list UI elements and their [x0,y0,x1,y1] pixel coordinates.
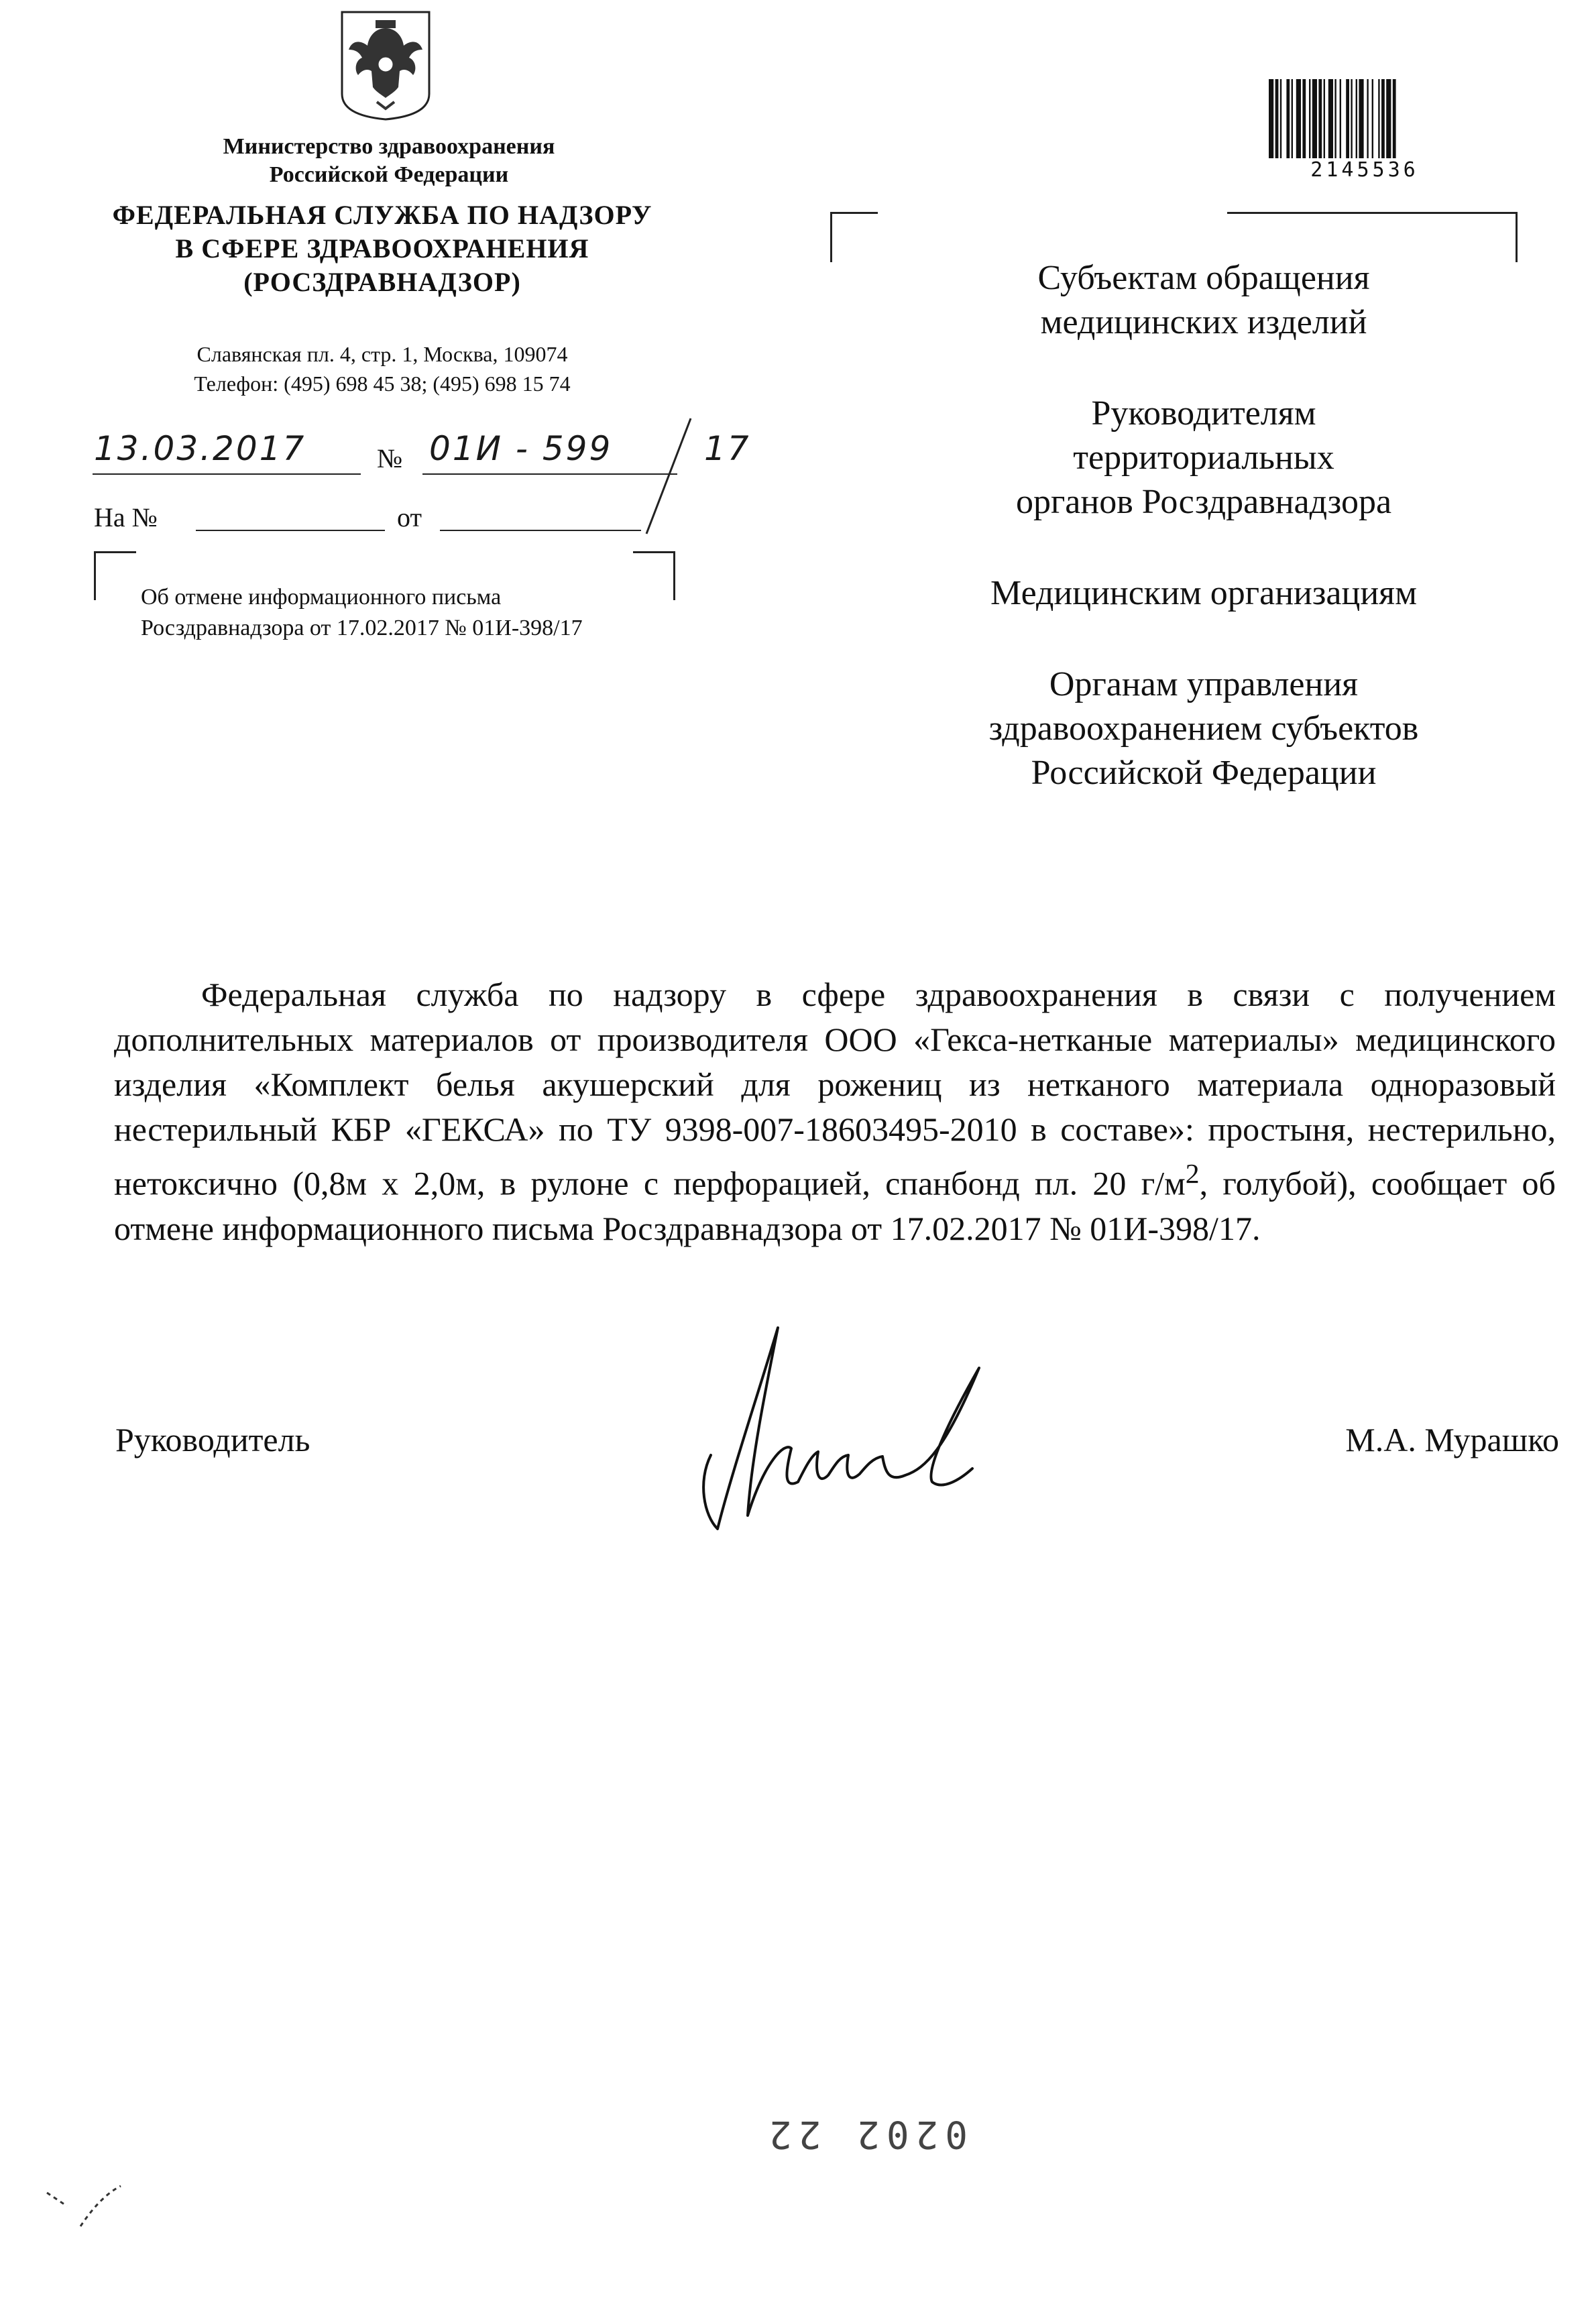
ministry-header [121,133,657,189]
addressee-line: территориальных [1073,439,1334,477]
number-sign: № [377,443,403,473]
addressee-line: Органам управления [1049,665,1359,703]
subject-bracket-left [94,551,136,600]
barcode-bar [1340,79,1341,158]
barcode-bar [1296,79,1301,158]
signatory-name: М.А. Мурашко [1345,1421,1559,1458]
service-line: ФЕДЕРАЛЬНАЯ СЛУЖБА ПО НАДЗОРУ [112,200,652,230]
barcode-bar [1351,79,1352,158]
barcode-bar [1359,79,1363,158]
subject-line: Росздравнадзора от 17.02.2017 № 01И-398/17 [141,616,583,640]
subject-line: Об отмене информационного письма [141,585,502,610]
ref-number-line [196,530,385,531]
barcode-bar [1324,79,1325,158]
letter-date: 13.03.2017 [94,429,306,468]
addressee-item [892,256,1516,345]
number-year-suffix: 17 [704,429,751,468]
body-text-part: Федеральная служба по надзору в сфере здравоохранения в связи с получением дополнительных материалов от производителя ООО «Гекса-нетканые материалы» медицинского изделия «Комплект белья акушерский для рожениц из нетканого материала одноразовый нестерильный КБР «ГЕКСА» по ТУ 9398-007-18603495-2010 в составе»: простыня, нестерильно, нетоксично (0,8м х 2,0м, в рулоне с перфорацией, спанбонд пл. 20 г/м [114,976,1556,1202]
barcode-bar [1275,79,1279,158]
letter-body [114,972,1556,1251]
addressee-line: медицинских изделий [1040,303,1367,341]
ministry-line: Российской Федерации [269,162,509,187]
barcode-bar [1292,79,1293,158]
barcode-bar [1356,79,1357,158]
barcode-bar [1381,79,1385,158]
signatory-title: Руководитель [115,1421,310,1458]
ministry-line: Министерство здравоохранения [223,134,555,159]
addressee-line: Руководителям [1091,394,1316,433]
barcode-bar [1286,79,1290,158]
addressee-line: Субъектам обращения [1037,259,1370,297]
addressee-list [892,256,1516,842]
barcode-bar [1312,79,1317,158]
barcode-bar [1346,79,1349,158]
ref-date-line [440,530,641,531]
addressee-item [892,571,1516,616]
number-slash [644,416,697,536]
addressee-line: Российской Федерации [1031,754,1377,792]
stray-pen-mark [40,2179,134,2233]
addressee-line: органов Росздравнадзора [1015,483,1392,521]
barcode-bar [1318,79,1322,158]
barcode-number: 2145536 [1310,158,1419,182]
body-superscript: 2 [1185,1159,1200,1190]
phone-text: Телефон: (495) 698 45 38; (495) 698 15 74 [194,371,571,396]
service-header [74,198,691,299]
ref-from-label: от [397,502,422,532]
addressee-line: Медицинским организациям [990,574,1417,612]
service-line: В СФЕРЕ ЗДРАВООХРАНЕНИЯ [175,233,589,264]
handwritten-signature [684,1314,1006,1556]
barcode-bar [1393,79,1396,158]
subject-block [141,582,718,644]
addressee-bracket-right [1227,212,1518,262]
barcode-bar [1269,79,1273,158]
barcode-bar [1378,79,1379,158]
addressee-line: здравоохранением субъектов [988,709,1419,748]
barcode [1266,79,1461,158]
service-line: (РОСЗДРАВНАДЗОР) [243,267,521,297]
ref-number-label: На № [94,502,158,532]
barcode-bar [1386,79,1391,158]
address-text: Славянская пл. 4, стр. 1, Москва, 109074 [196,342,568,366]
barcode-bar [1302,79,1306,158]
inverted-stamp: 0202 22 [762,2112,968,2156]
addressee-bracket-left [830,212,878,262]
number-underline [422,473,677,475]
barcode-bar [1309,79,1310,158]
contact-block [107,339,657,398]
date-underline [93,473,361,475]
addressee-item [892,663,1516,795]
barcode-bar [1328,79,1333,158]
barcode-bar [1372,79,1373,158]
coat-of-arms-emblem [335,8,436,122]
barcode-bar [1280,79,1281,158]
letter-number: 01И - 599 [429,429,613,468]
barcode-bar [1367,79,1368,158]
addressee-item [892,392,1516,524]
barcode-bar [1334,79,1336,158]
body-text-part: , голубой), сообщает об отмене информационного письма Росздравнадзора от 17.02.2017 № 01И-398/17. [114,1164,1556,1247]
